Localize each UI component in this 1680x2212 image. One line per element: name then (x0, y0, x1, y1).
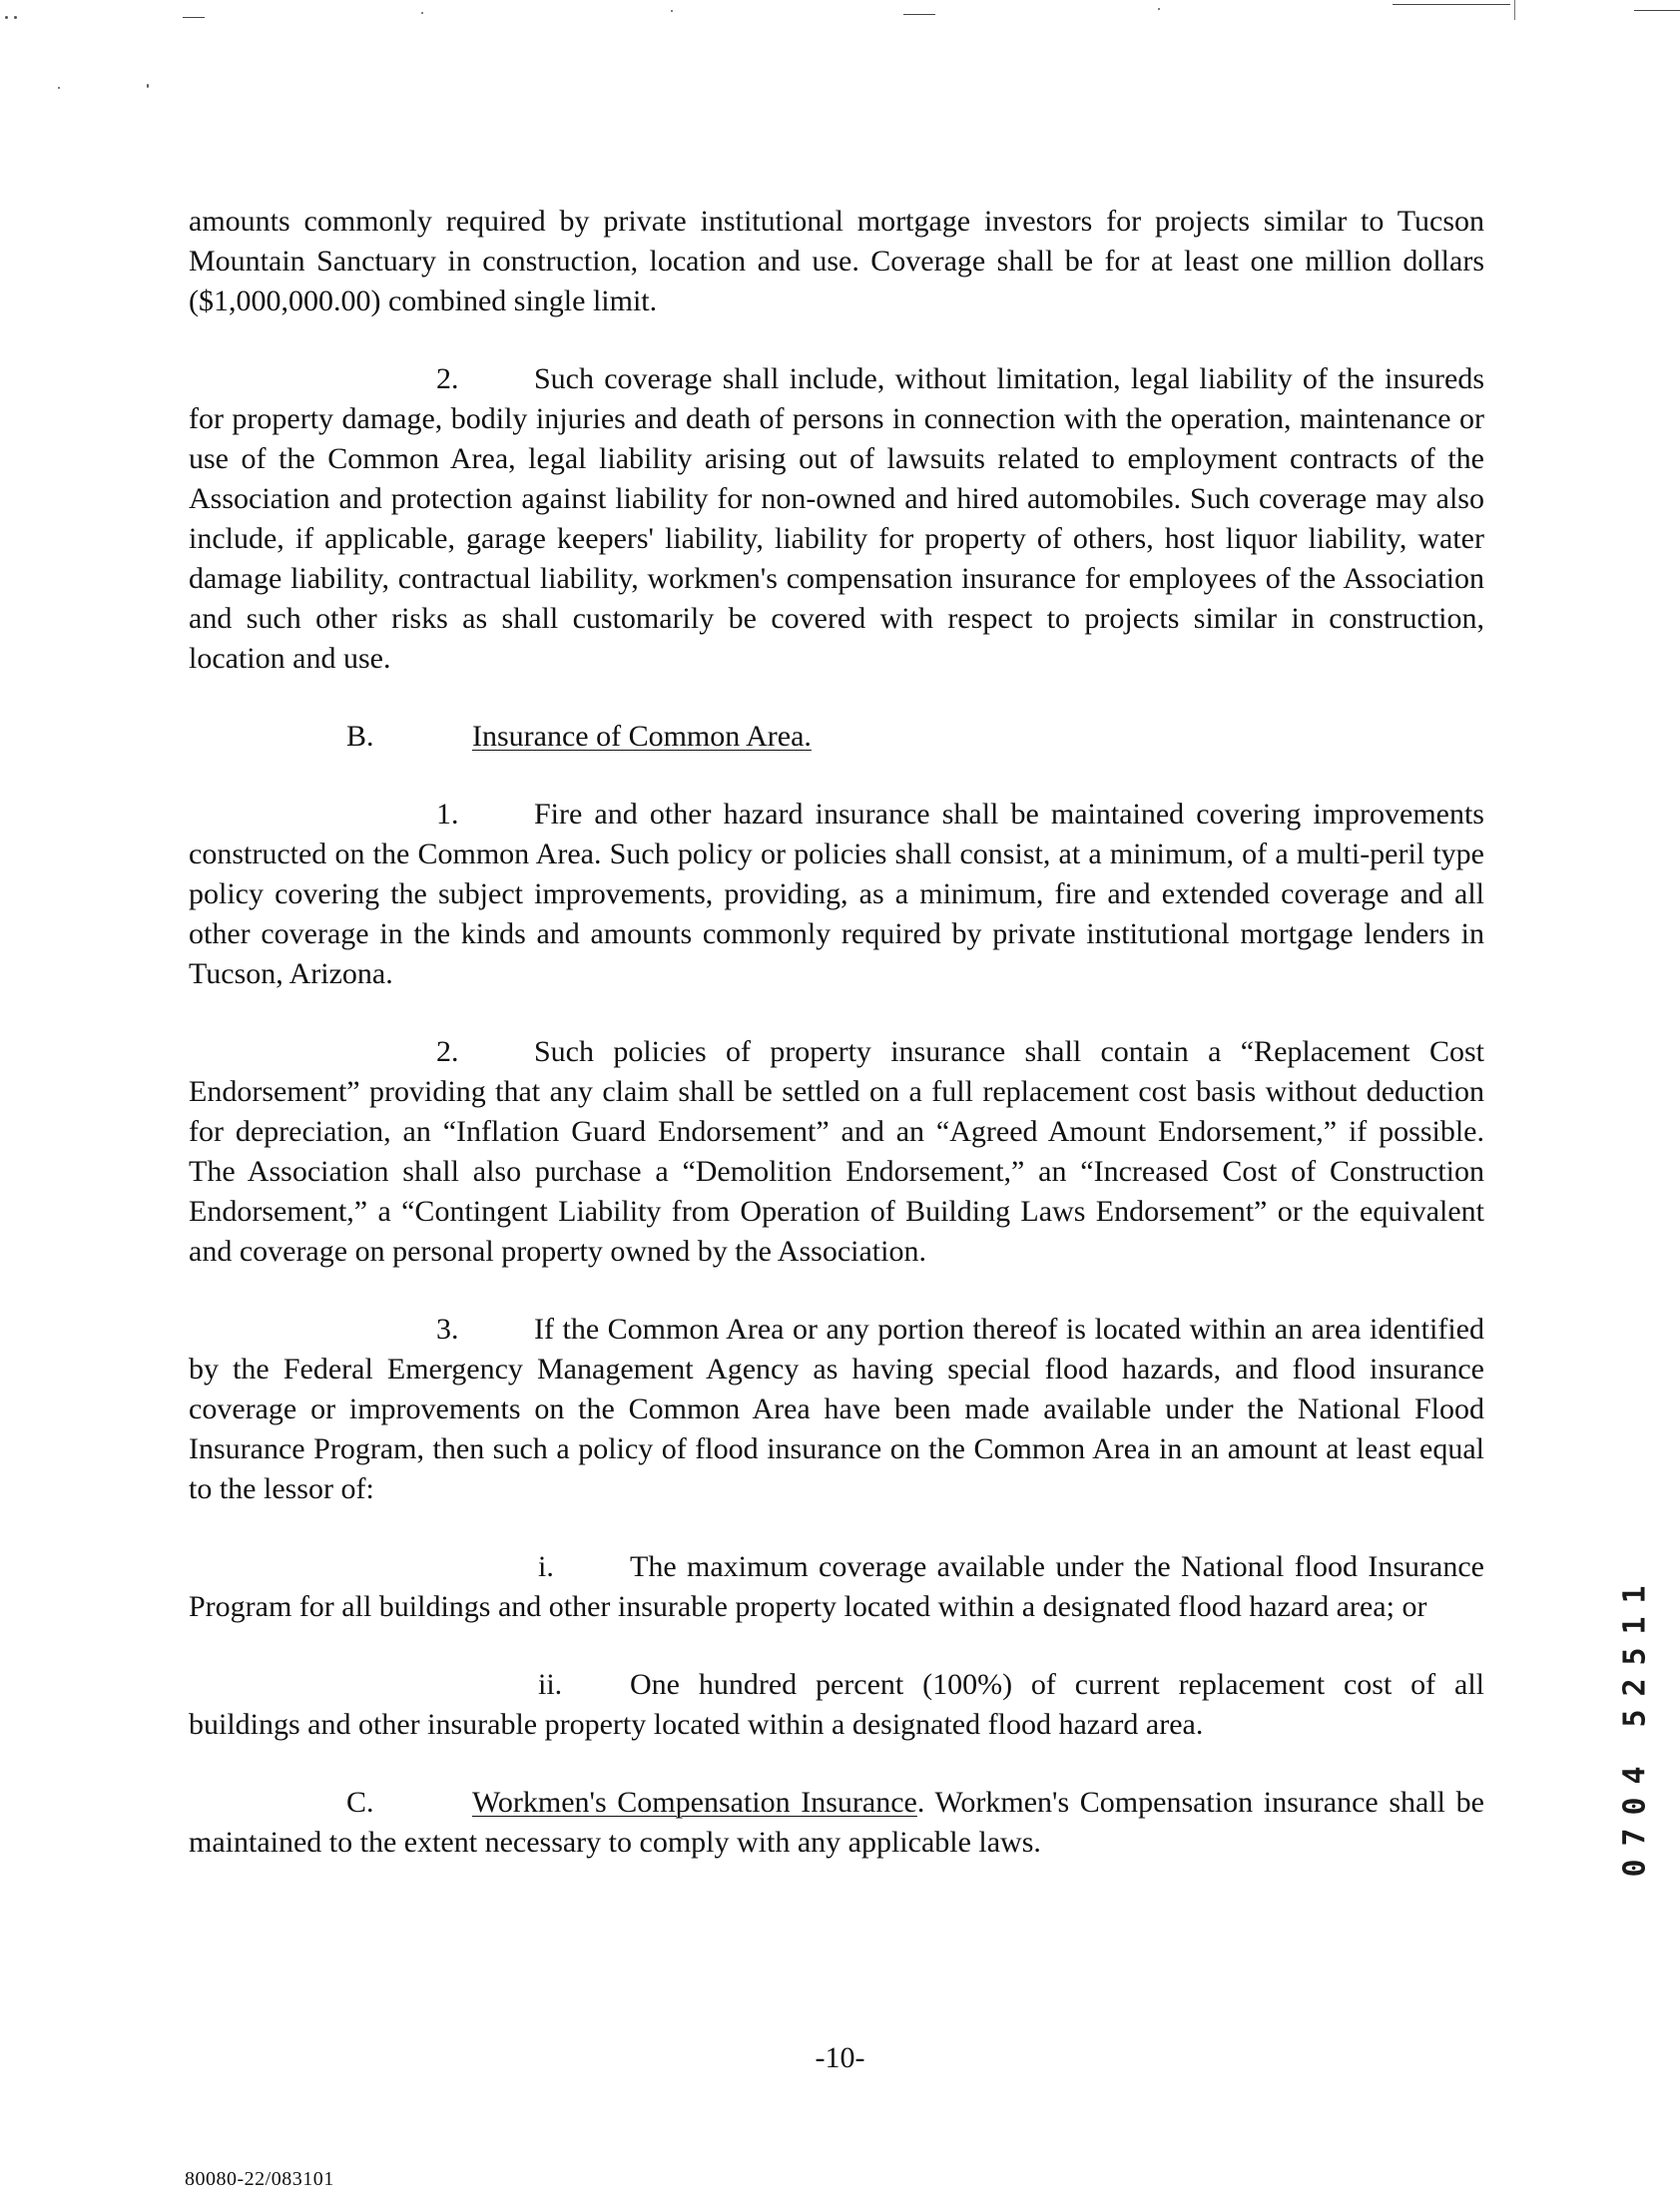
document-code: 80080-22/083101 (185, 2168, 334, 2190)
section-text: . Workmen's Compensation insurance shall be maintained to the extent necessary to comply with any applicable laws. (189, 1786, 1484, 1859)
item-number: 3. (436, 1313, 459, 1346)
stamp-digit: 2 (1617, 1678, 1653, 1697)
item-number: ii. (538, 1668, 563, 1701)
stamp-digit: 1 (1617, 1585, 1653, 1604)
scan-artifact-dot (671, 10, 673, 12)
scan-artifact-dot (58, 87, 60, 89)
item-text: Such policies of property insurance shall contain a “Replacement Cost Endorsement” providing that any claim shall be settled on a full replacement cost basis without deduction for depreciation, an “Inflation Guard Endorsement” and an “Agreed Amount Endorsement,” if possible. The Association shall also purchase a “Demolition Endorsement,” an “Increased Cost of Construction Endorsement,” a “Contingent Liability from Operation of Building Laws Endorsement” or the equivalent and coverage on personal property owned by the Association. (189, 1035, 1484, 1268)
paragraph-flood-option-ii (189, 1665, 1484, 1745)
stamp-digit: 0 (1617, 1859, 1653, 1878)
scan-artifact-line (1634, 10, 1680, 11)
page-number: -10- (815, 2041, 865, 2074)
section-letter: C. (346, 1786, 374, 1819)
section-letter: B. (346, 720, 374, 753)
stamp-digit: 4 (1617, 1766, 1653, 1785)
section-c-workmens-comp (189, 1783, 1484, 1863)
item-number: 1. (436, 798, 459, 830)
scan-artifact-line (1393, 4, 1510, 5)
item-text: Such coverage shall include, without limitation, legal liability of the insureds for property damage, bodily injuries and death of persons in connection with the operation, maintenance or use of the Common Area, legal liability arising out of lawsuits related to employment contracts of the Association and protection against liability for non-owned and hired automobiles. Such coverage may also include, if applicable, garage keepers' liability, liability for property of others, host liquor liability, water damage liability, contractual liability, workmen's compensation insurance for employees of the Association and such other risks as shall customarily be covered with respect to projects similar in construction, location and use. (189, 362, 1484, 675)
stamp-digit: 5 (1617, 1709, 1653, 1728)
recording-stamp (1619, 1579, 1653, 1884)
scan-artifact-dot (421, 12, 423, 14)
scan-artifact-dot (14, 16, 17, 19)
paragraph-endorsements (189, 1032, 1484, 1272)
item-text: If the Common Area or any portion thereof is located within an area identified by the Federal Emergency Management Agency as having special flood hazards, and flood insurance coverage or improvements on the Common Area have been made available under the National Flood Insurance Program, then such a policy of flood insurance on the Common Area in an amount at least equal to the lessor of: (189, 1313, 1484, 1505)
stamp-digit: 5 (1617, 1647, 1653, 1666)
section-title: Insurance of Common Area. (472, 720, 812, 753)
scan-artifact-dot (147, 84, 149, 88)
paragraph-flood-option-i (189, 1547, 1484, 1627)
item-text: Fire and other hazard insurance shall be maintained covering improvements constructed on the Common Area. Such policy or policies shall consist, at a minimum, of a multi-peril type policy covering the subject improvements, providing, as a minimum, fire and extended coverage and all other coverage in the kinds and amounts commonly required by private institutional mortgage lenders in Tucson, Arizona. (189, 798, 1484, 990)
stamp-digit: 0 (1617, 1797, 1653, 1816)
section-title: Workmen's Compensation Insurance (472, 1786, 917, 1819)
paragraph-coverage-scope (189, 359, 1484, 679)
paragraph-liability-limit: amounts commonly required by private institutional mortgage investors for projects similar to Tucson Mountain Sanctuary in construction, location and use. Coverage shall be for at least one million dollars ($1,000,000.00) combined single limit. (189, 205, 1484, 317)
item-text: One hundred percent (100%) of current replacement cost of all buildings and other insurable property located within a designated flood hazard area. (189, 1668, 1484, 1741)
stamp-digit: 1 (1617, 1616, 1653, 1635)
paragraph-fire-insurance (189, 795, 1484, 994)
item-number: i. (538, 1550, 554, 1583)
scan-artifact-edge (1514, 0, 1515, 20)
scan-artifact-dot (5, 16, 8, 19)
item-number: 2. (436, 1035, 459, 1068)
stamp-digit: 7 (1617, 1828, 1653, 1847)
scan-artifact-line (183, 17, 205, 18)
section-heading-b (189, 717, 1484, 757)
scan-artifact-line (903, 14, 935, 15)
scan-artifact-dot (1158, 8, 1160, 10)
item-text: The maximum coverage available under the National flood Insurance Program for all buildings and other insurable property located within a designated flood hazard area; or (189, 1550, 1484, 1623)
paragraph-flood-insurance (189, 1310, 1484, 1509)
item-number: 2. (436, 362, 459, 395)
document-body (189, 202, 1484, 1901)
